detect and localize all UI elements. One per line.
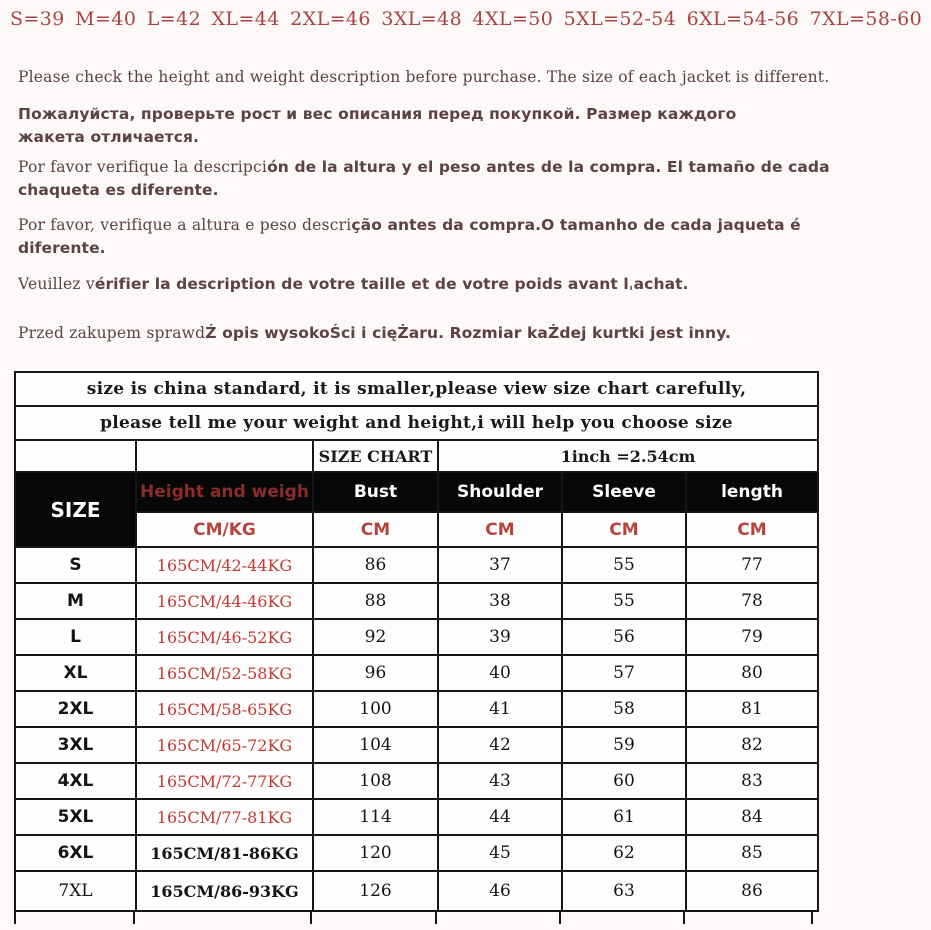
stub-divider [312, 912, 437, 924]
length-value: 84 [686, 799, 818, 835]
table-row-3xl [15, 727, 818, 763]
size-label: 4XL [15, 763, 136, 799]
size-label: L [15, 619, 136, 655]
length-value: 79 [686, 619, 818, 655]
height-weight-value: 165CM/46-52KG [136, 619, 313, 655]
height-weight-value: 165CM/72-77KG [136, 763, 313, 799]
size-label: 2XL [15, 691, 136, 727]
column-header-row [15, 472, 818, 512]
unit-height-weight: CM/KG [136, 512, 313, 547]
bust-value: 126 [313, 871, 438, 911]
notice-spanish [18, 156, 890, 202]
column-header-shoulder: Shoulder [438, 472, 562, 512]
bust-value: 100 [313, 691, 438, 727]
size-label: XL [15, 655, 136, 691]
bust-value: 114 [313, 799, 438, 835]
column-header-bust: Bust [313, 472, 438, 512]
table-row-2xl [15, 691, 818, 727]
height-weight-value: 165CM/52-58KG [136, 655, 313, 691]
size-chart-label: SIZE CHART [313, 440, 438, 472]
notice-portuguese-text-serif: Por favor, verifique a altura e peso descri [18, 216, 352, 234]
inch-conversion-note: 1inch =2.54cm [438, 440, 818, 472]
size-chart-table [14, 371, 819, 912]
height-weight-value: 165CM/58-65KG [136, 691, 313, 727]
sleeve-value: 55 [562, 583, 686, 619]
notice-french [18, 273, 898, 296]
sleeve-value: 59 [562, 727, 686, 763]
height-weight-value: 165CM/77-81KG [136, 799, 313, 835]
height-weight-value: 165CM/42-44KG [136, 547, 313, 583]
table-row-7xl [15, 871, 818, 911]
banner-text-2: please tell me your weight and height,i will help you choose size [15, 406, 818, 440]
spacer-cell [15, 440, 136, 472]
size-label: 5XL [15, 799, 136, 835]
size-label: 6XL [15, 835, 136, 871]
bust-value: 108 [313, 763, 438, 799]
table-row-m [15, 583, 818, 619]
stub-divider [561, 912, 685, 924]
notice-spanish-text-serif: Por favor verifique la descripci [18, 158, 268, 176]
unit-bust: CM [313, 512, 438, 547]
notice-polish-text-sans: Ź opis wysokoŚci i cięŻaru. Rozmiar kaŻdej kurtki jest inny. [205, 324, 731, 342]
height-weight-value: 165CM/44-46KG [136, 583, 313, 619]
table-row-l [15, 619, 818, 655]
shoulder-value: 45 [438, 835, 562, 871]
stub-divider [685, 912, 813, 924]
sleeve-value: 60 [562, 763, 686, 799]
sleeve-value: 58 [562, 691, 686, 727]
spacer-cell [136, 440, 313, 472]
notice-english-text: Please check the height and weight description before purchase. The size of each jacket is different. [18, 68, 830, 86]
banner-row-1 [15, 372, 818, 406]
sleeve-value: 61 [562, 799, 686, 835]
stub-divider [437, 912, 561, 924]
shoulder-value: 44 [438, 799, 562, 835]
size-conversion-line: S=39 M=40 L=42 XL=44 2XL=46 3XL=48 4XL=50 5XL=52-54 6XL=54-56 7XL=58-60 [10, 8, 923, 30]
length-value: 78 [686, 583, 818, 619]
notice-portuguese [18, 214, 868, 260]
table-row-s [15, 547, 818, 583]
bust-value: 92 [313, 619, 438, 655]
chart-title-row [15, 440, 818, 472]
height-weight-value: 165CM/86-93KG [136, 871, 313, 911]
sleeve-value: 63 [562, 871, 686, 911]
length-value: 85 [686, 835, 818, 871]
notice-spanish-text-sans: ón de la altura y el peso antes de la compra. El tamaño de cada chaqueta es diferente. [18, 158, 830, 199]
shoulder-value: 42 [438, 727, 562, 763]
height-weight-value: 165CM/65-72KG [136, 727, 313, 763]
shoulder-value: 40 [438, 655, 562, 691]
cutoff-row-stubs [14, 912, 817, 924]
size-label: 7XL [15, 871, 136, 911]
column-header-sleeve: Sleeve [562, 472, 686, 512]
size-label: S [15, 547, 136, 583]
stub-divider [14, 912, 135, 924]
table-row-5xl [15, 799, 818, 835]
notice-russian [18, 103, 778, 149]
notice-russian-text: Пожалуйста, проверьте рост и вес описания перед покупкой. Размер каждого жакета отличается. [18, 105, 737, 146]
notice-english [18, 66, 838, 89]
shoulder-value: 41 [438, 691, 562, 727]
shoulder-value: 46 [438, 871, 562, 911]
shoulder-value: 38 [438, 583, 562, 619]
length-value: 81 [686, 691, 818, 727]
length-value: 83 [686, 763, 818, 799]
banner-text-1: size is china standard, it is smaller,please view size chart carefully, [15, 372, 818, 406]
bust-value: 96 [313, 655, 438, 691]
length-value: 77 [686, 547, 818, 583]
notice-polish [18, 322, 898, 345]
length-value: 82 [686, 727, 818, 763]
unit-shoulder: CM [438, 512, 562, 547]
table-row-4xl [15, 763, 818, 799]
size-label: 3XL [15, 727, 136, 763]
banner-row-2 [15, 406, 818, 440]
shoulder-value: 43 [438, 763, 562, 799]
column-header-height-weight: Height and weigh [136, 472, 313, 512]
shoulder-value: 37 [438, 547, 562, 583]
table-row-6xl [15, 835, 818, 871]
stub-divider [135, 912, 312, 924]
size-label: M [15, 583, 136, 619]
column-header-length: length [686, 472, 818, 512]
bust-value: 104 [313, 727, 438, 763]
notice-french-text-serif: Veuillez v [18, 275, 95, 293]
length-value: 80 [686, 655, 818, 691]
sleeve-value: 57 [562, 655, 686, 691]
unit-row [15, 512, 818, 547]
table-row-xl [15, 655, 818, 691]
sleeve-value: 62 [562, 835, 686, 871]
notice-polish-text-serif: Przed zakupem sprawd [18, 324, 206, 342]
shoulder-value: 39 [438, 619, 562, 655]
sleeve-value: 55 [562, 547, 686, 583]
bust-value: 88 [313, 583, 438, 619]
height-weight-value: 165CM/81-86KG [136, 835, 313, 871]
bust-value: 86 [313, 547, 438, 583]
column-header-size: SIZE [15, 472, 136, 547]
unit-sleeve: CM [562, 512, 686, 547]
length-value: 86 [686, 871, 818, 911]
sleeve-value: 56 [562, 619, 686, 655]
unit-length: CM [686, 512, 818, 547]
notice-french-text-sans: érifier la description de votre taille et de votre poids avant lˌachat. [94, 275, 689, 293]
bust-value: 120 [313, 835, 438, 871]
notice-portuguese-text-sans: ção antes da compra.O tamanho de cada jaqueta é diferente. [18, 216, 801, 257]
